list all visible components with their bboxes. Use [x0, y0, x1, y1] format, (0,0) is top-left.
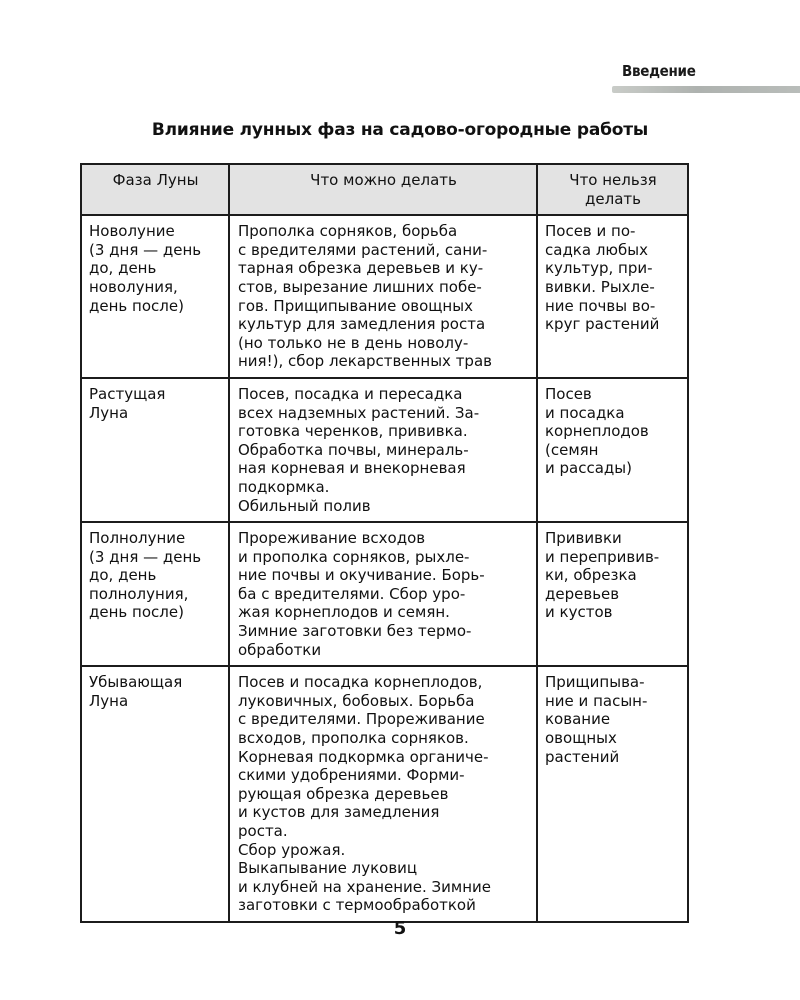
moon-phase-table: [80, 163, 689, 923]
cell-cannot: Посев и по- садка любых культур, при- вивки. Рыхле- ние почвы во- круг растений: [537, 215, 688, 378]
cell-cannot: Прищипыва- ние и пасын- кование овощных растений: [537, 666, 688, 922]
section-header: Введение: [622, 62, 696, 80]
page-title: Влияние лунных фаз на садово-огородные работы: [151, 120, 649, 140]
table-row: [81, 378, 688, 522]
table-row: [81, 215, 688, 378]
cell-phase: Полнолуние (3 дня — день до, день полнолуния, день после): [81, 522, 229, 666]
cell-can: Посев, посадка и пересадка всех надземных растений. За- готовка черенков, прививка. Обработка почвы, минераль- ная корневая и внекорневая подкормка. Обильный полив: [229, 378, 537, 522]
cell-phase: Растущая Луна: [81, 378, 229, 522]
cell-can: Прополка сорняков, борьба с вредителями растений, сани- тарная обрезка деревьев и ку- стов, вырезание лишних побе- гов. Прищипывание овощных культур для замедления роста (но только не в день новолу- ния!), сбор лекарственных трав: [229, 215, 537, 378]
cell-phase: Убывающая Луна: [81, 666, 229, 922]
table-row: [81, 522, 688, 666]
column-header-cannot: Что нельзя делать: [537, 164, 688, 215]
cell-can: Прореживание всходов и прополка сорняков, рыхле- ние почвы и окучивание. Борь- ба с вредителями. Сбор уро- жая корнеплодов и семян. Зимние заготовки без термо- обработки: [229, 522, 537, 666]
page-number: 5: [393, 918, 407, 939]
cell-can: Посев и посадка корнеплодов, луковичных, бобовых. Борьба с вредителями. Прореживание всходов, прополка сорняков. Корневая подкормка органиче- скими удобрениями. Форми- рующая обрезка деревьев и кустов для замедления роста. Сбор урожая. Выкапывание луковиц и клубней на хранение. Зимние заготовки с термообработкой: [229, 666, 537, 922]
column-header-phase: Фаза Луны: [81, 164, 229, 215]
cell-phase: Новолуние (3 дня — день до, день новолуния, день после): [81, 215, 229, 378]
column-header-can: Что можно делать: [229, 164, 537, 215]
table-header-row: [81, 164, 688, 215]
cell-cannot: Прививки и перепривив- ки, обрезка деревьев и кустов: [537, 522, 688, 666]
table-row: [81, 666, 688, 922]
header-rule: [612, 86, 800, 93]
cell-cannot: Посев и посадка корнеплодов (семян и рассады): [537, 378, 688, 522]
